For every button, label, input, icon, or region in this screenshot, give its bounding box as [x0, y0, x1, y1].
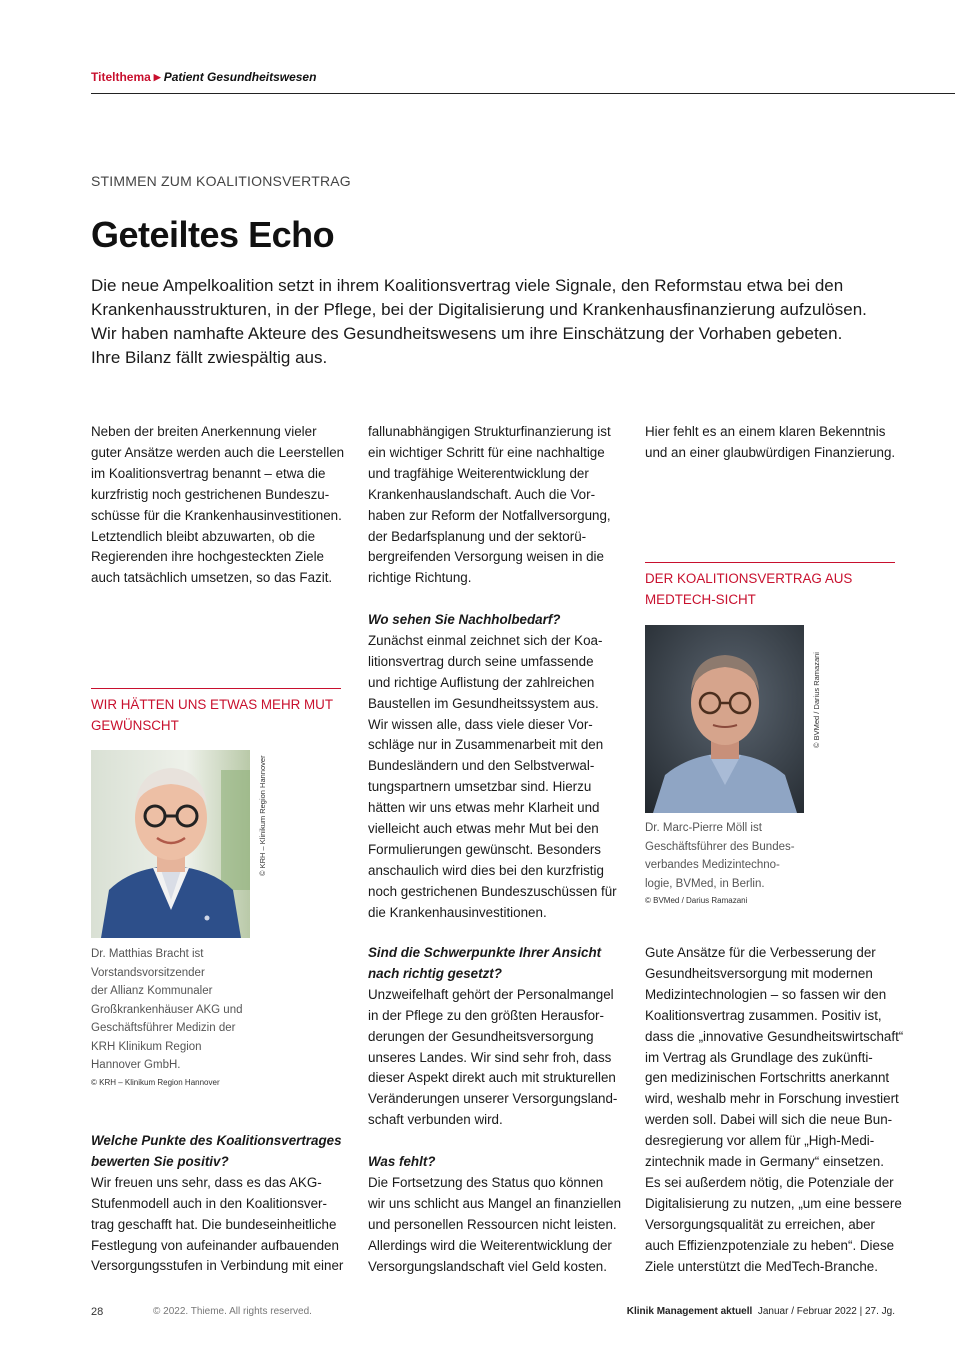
copyright-notice: © 2022. Thieme. All rights reserved.	[153, 1306, 312, 1317]
question-line: Welche Punkte des Koalitionsvertrages	[91, 1133, 342, 1148]
portrait-moell-image	[645, 625, 804, 813]
page-footer	[91, 1306, 895, 1322]
text-line: bergreifenden Versorgung weisen in die	[368, 549, 604, 565]
text-line: desregierung vor allem für „High-Medi-	[645, 1133, 875, 1149]
text-line: und tragfähige Weiterentwicklung der	[368, 465, 589, 481]
text-line: noch gestrichenen Bundeszuschüssen für	[368, 883, 617, 899]
text-line: Es sei außerdem nötig, die Potenziale der	[645, 1174, 894, 1190]
text-line: dass die „innovative Gesundheitswirtschaft“	[645, 1028, 904, 1044]
text-line: guter Ansätze werden auch die Leerstellen	[91, 444, 345, 460]
col3-block2	[645, 943, 904, 1278]
portrait-photo-moell	[645, 625, 804, 813]
photo-credit-bracht: © KRH – Klinikum Region Hannover	[258, 755, 267, 876]
text-line: wird, weshalb mehr in Forschung investiert	[645, 1091, 899, 1107]
text-line: und an einer glaubwürdigen Finanzierung.	[645, 444, 896, 460]
text-line: Krankenhauslandschaft. Auch die Vor-	[368, 486, 596, 502]
text-line: auch tatsächlich umsetzen, so das Fazit.	[91, 570, 333, 586]
subsection-label: Patient Gesundheitswesen	[163, 70, 317, 84]
col2-block2	[368, 610, 619, 924]
text-line: Gute Ansätze für die Verbesserung der	[645, 945, 876, 960]
question-line: Was fehlt?	[368, 1154, 436, 1169]
portrait-bracht-image	[91, 750, 250, 938]
text-line: wir uns schlicht aus Mangel an finanziellen	[368, 1195, 622, 1211]
text-line: Formulierungen gewünscht. Besonders	[368, 841, 601, 857]
section-label: Titelthema	[91, 70, 151, 84]
caption-line: Geschäftsführer des Bundes-	[645, 840, 795, 853]
text-line: Koalitionsvertrag zusammen. Positiv ist,	[645, 1007, 882, 1023]
col3-block1	[645, 422, 896, 464]
photo-credit-moell: © BVMed / Darius Ramazani	[812, 652, 821, 748]
text-line: im Vertrag als Grundlage des zukünfti-	[645, 1049, 873, 1065]
caption-line: KRH Klinikum Region	[91, 1040, 202, 1053]
text-line: derungen der Gesundheitsversorgung	[368, 1028, 594, 1044]
caption-line: verbandes Medizintechno-	[645, 859, 780, 871]
text-line: gen medizinischen Fortschritts anerkannt	[645, 1070, 890, 1086]
text-line: dieser Aspekt direkt auch mit strukturellen	[368, 1070, 616, 1086]
article-title: Geteiltes Echo	[91, 214, 335, 255]
text-line: Wir wissen alle, dass viele dieser Vor-	[368, 716, 593, 732]
text-line: Allerdings wird die Weiterentwicklung der	[368, 1237, 612, 1253]
lead-line: Die neue Ampelkoalition setzt in ihrem Koalitionsvertrag viele Signale, den Reformstau etwa bei den	[91, 276, 844, 295]
text-line: tungspartnern umsetzbar sind. Hierzu	[368, 779, 592, 795]
caption-bracht	[91, 945, 243, 1091]
interview-heading-bracht	[91, 688, 341, 737]
col1-intro	[91, 422, 345, 589]
question-line: bewerten Sie positiv?	[91, 1153, 229, 1169]
question-line: Wo sehen Sie Nachholbedarf?	[368, 612, 561, 627]
text-line: haben zur Reform der Notfallversorgung,	[368, 507, 611, 523]
arrow-right-icon: ▶	[153, 72, 161, 82]
text-line: vielleicht auch etwas mehr Mut bei den	[368, 821, 599, 837]
text-line: Gesundheitsversorgung mit modernen	[645, 965, 873, 981]
text-line: Bundesländern und den Selbstverwal-	[368, 758, 595, 774]
text-line: unseres Landes. Wir sind sehr froh, dass	[368, 1049, 612, 1065]
text-line: Wir freuen uns sehr, dass es das AKG-	[91, 1174, 322, 1190]
journal-name: Klinik Management aktuell	[626, 1306, 753, 1317]
text-line: der Bedarfsplanung und der sektorü-	[368, 528, 587, 544]
caption-line: logie, BVMed, in Berlin.	[645, 877, 765, 890]
text-line: in der Pflege zu den größten Herausfor-	[368, 1007, 604, 1023]
text-line: Veränderungen unserer Versorgungsland-	[368, 1091, 618, 1107]
caption-line: der Allianz Kommunaler	[91, 985, 213, 997]
col2-block3	[368, 943, 619, 1131]
text-line: Digitalisierung zu nutzen, „um eine bessere	[645, 1195, 902, 1211]
heading-line: MEDTECH-SICHT	[645, 591, 756, 607]
interview-heading-moell	[645, 562, 895, 611]
text-line: fallunabhängigen Strukturfinanzierung ist	[368, 424, 611, 439]
text-line: Unzweifelhaft gehört der Personalmangel	[368, 986, 614, 1002]
text-line: die Krankenhausinvestitionen.	[368, 904, 547, 920]
text-line: schläge nur in Zusammenarbeit mit den	[368, 737, 604, 753]
caption-line: Dr. Matthias Bracht ist	[91, 948, 204, 960]
running-header	[91, 70, 955, 94]
text-line: hätten wir uns etwas mehr Klarheit und	[368, 800, 600, 816]
col2-block1	[368, 422, 619, 589]
heading-line: DER KOALITIONSVERTRAG AUS	[645, 571, 853, 586]
article-kicker: STIMMEN ZUM KOALITIONSVERTRAG	[91, 173, 351, 189]
caption-line: Dr. Marc-Pierre Möll ist	[645, 822, 762, 834]
text-line: und richtige Auflistung der zahlreichen	[368, 674, 595, 690]
text-line: im Koalitionsvertrag benannt – etwa die	[91, 465, 326, 481]
caption-line: Hannover GmbH.	[91, 1059, 181, 1071]
text-line: Hier fehlt es an einem klaren Bekenntnis	[645, 424, 886, 439]
caption-line: Vorstandsvorsitzender	[91, 966, 205, 979]
text-line: Versorgungsqualität zu erreichen, aber	[645, 1216, 876, 1232]
lead-line: Krankenhausstrukturen, in der Pflege, bei der Digitalisierung und Krankenhausfinanzierung aufzulösen.	[91, 300, 867, 319]
col1-interview	[91, 1131, 342, 1277]
question-line: nach richtig gesetzt?	[368, 965, 502, 981]
caption-line: Großkrankenhäuser AKG und	[91, 1003, 243, 1016]
text-line: litionsvertrag durch seine umfassende	[368, 653, 594, 669]
text-line: Die Fortsetzung des Status quo können	[368, 1174, 604, 1190]
text-line: zintechnik made in Germany“ einsetzen.	[645, 1154, 884, 1170]
caption-moell	[645, 819, 795, 909]
text-line: Ziele unterstützt die MedTech-Branche.	[645, 1258, 878, 1274]
heading-line: GEWÜNSCHT	[91, 717, 179, 733]
text-line: auch Effizienzpotenziale zu heben“. Diese	[645, 1237, 895, 1253]
text-line: Medizintechnologien – so fassen wir den	[645, 986, 887, 1002]
text-line: Zunächst einmal zeichnet sich der Koa-	[368, 632, 603, 648]
text-line: Festlegung von aufeinander aufbauenden	[91, 1237, 339, 1253]
question-line: Sind die Schwerpunkte Ihrer Ansicht	[368, 945, 602, 960]
text-line: werden soll. Dabei will sich die neue Bun-	[645, 1112, 893, 1128]
page-number: 28	[91, 1306, 104, 1318]
caption-line: Geschäftsführer Medizin der	[91, 1022, 236, 1034]
text-line: anschaulich wird dies bei den kurzfristig	[368, 862, 604, 878]
text-line: Baustellen im Gesundheitssystem aus.	[368, 695, 599, 711]
text-line: richtige Richtung.	[368, 570, 472, 586]
col2-block4	[368, 1152, 622, 1277]
text-line: Neben der breiten Anerkennung vieler	[91, 424, 317, 439]
text-line: Stufenmodell auch in den Koalitionsver-	[91, 1195, 327, 1211]
text-line: Versorgungsstufen in Verbindung mit einer	[91, 1258, 344, 1274]
text-line: schaft verbunden wird.	[368, 1112, 503, 1128]
caption-credit: © BVMed / Darius Ramazani	[645, 896, 748, 905]
portrait-photo-bracht	[91, 750, 250, 938]
text-line: schüsse für die Krankenhausinvestitionen.	[91, 507, 342, 523]
text-line: Versorgungslandschaft viel Geld kosten.	[368, 1258, 607, 1274]
issue-info: Januar / Februar 2022 | 27. Jg.	[757, 1306, 895, 1317]
text-line: trag geschafft hat. Die bundeseinheitliche	[91, 1216, 337, 1232]
text-line: und personellen Ressourcen nicht leisten.	[368, 1216, 617, 1232]
lead-line: Ihre Bilanz fällt zwiespältig aus.	[91, 348, 328, 367]
text-line: Letztendlich bleibt abzuwarten, ob die	[91, 528, 316, 544]
text-line: kurzfristig noch gestrichenen Bundeszu-	[91, 486, 330, 502]
lead-line: Wir haben namhafte Akteure des Gesundheitswesens um ihre Einschätzung der Vorhaben gebeten.	[91, 324, 843, 343]
heading-line: WIR HÄTTEN UNS ETWAS MEHR MUT	[91, 697, 334, 712]
journal-info	[627, 1306, 895, 1317]
text-line: Regierenden ihre hochgesteckten Ziele	[91, 549, 324, 565]
text-line: ein wichtiger Schritt für eine nachhaltige	[368, 444, 605, 460]
article-lead	[91, 274, 911, 370]
caption-credit: © KRH – Klinikum Region Hannover	[91, 1077, 220, 1087]
